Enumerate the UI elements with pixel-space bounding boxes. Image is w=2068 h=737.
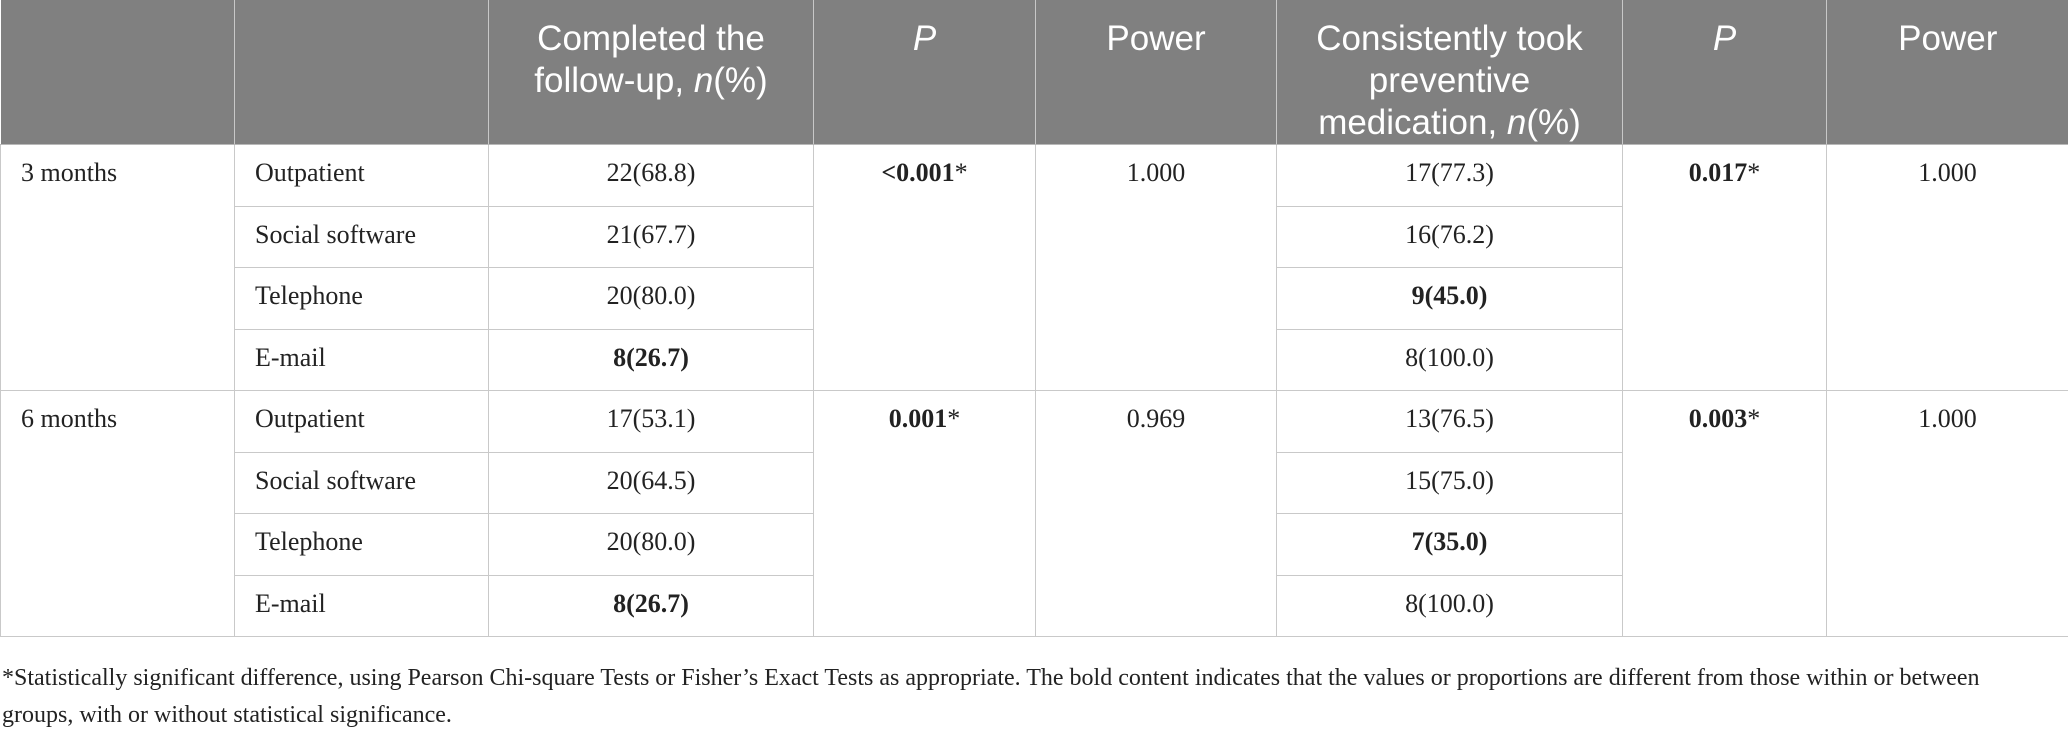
header-p-medication [1623,0,1827,145]
method-cell: E-mail [235,575,489,637]
header-completed [489,0,814,145]
method-cell: Social software [235,452,489,514]
p-medication-cell [1623,145,1827,391]
header-row [1,0,2068,145]
header-p-medication-label: P [1712,19,1737,58]
completed-cell: 20(80.0) [489,514,814,576]
time-label: 3 months [1,145,235,391]
medication-cell: 8(100.0) [1277,575,1623,637]
significance-star: * [947,404,961,433]
medication-cell: 16(76.2) [1277,206,1623,268]
completed-cell-bold: 8(26.7) [489,575,814,637]
p-medication-value: 0.017 [1688,158,1748,187]
medication-cell: 8(100.0) [1277,329,1623,391]
p-completed-value: 0.001 [888,404,948,433]
header-medication [1277,0,1623,145]
medication-cell: 13(76.5) [1277,391,1623,453]
power-completed-cell: 0.969 [1036,391,1277,637]
table-row [1,145,2068,207]
header-power-medication: Power [1827,0,2068,145]
completed-cell: 20(80.0) [489,268,814,330]
significance-star: * [1747,158,1761,187]
p-completed-cell [814,391,1036,637]
method-cell: Outpatient [235,391,489,453]
method-cell: Outpatient [235,145,489,207]
power-medication-cell: 1.000 [1827,145,2068,391]
header-p-completed [814,0,1036,145]
completed-cell-bold: 8(26.7) [489,329,814,391]
completed-cell: 17(53.1) [489,391,814,453]
p-medication-value: 0.003 [1688,404,1748,433]
completed-cell: 22(68.8) [489,145,814,207]
header-power-completed: Power [1036,0,1277,145]
header-medication-prefix: Consistently took preventive medication, [1316,19,1583,142]
header-completed-n: n [693,61,714,100]
medication-cell: 17(77.3) [1277,145,1623,207]
method-cell: Telephone [235,514,489,576]
method-cell: E-mail [235,329,489,391]
header-blank-method [235,0,489,145]
medication-cell-bold: 9(45.0) [1277,268,1623,330]
header-completed-suffix: (%) [713,61,768,100]
header-blank-time [1,0,235,145]
significance-star: * [1747,404,1761,433]
significance-star: * [954,158,968,187]
header-medication-suffix: (%) [1526,103,1581,142]
medication-cell: 15(75.0) [1277,452,1623,514]
header-completed-prefix: Completed the follow-up, [534,19,765,100]
method-cell: Telephone [235,268,489,330]
method-cell: Social software [235,206,489,268]
table-row [1,391,2068,453]
p-medication-cell [1623,391,1827,637]
completed-cell: 20(64.5) [489,452,814,514]
p-completed-value: <0.001 [881,158,955,187]
time-label: 6 months [1,391,235,637]
p-completed-cell [814,145,1036,391]
power-completed-cell: 1.000 [1036,145,1277,391]
medication-cell-bold: 7(35.0) [1277,514,1623,576]
header-p-completed-label: P [912,19,937,58]
power-medication-cell: 1.000 [1827,391,2068,637]
completed-cell: 21(67.7) [489,206,814,268]
header-medication-n: n [1506,103,1527,142]
table-footnote: *Statistically significant difference, using Pearson Chi-square Tests or Fisher’s Exact Tests as appropriate. The bold content indicates that the values or proportions are different from those within or between groups, with or without statistical significance. [2,665,1980,728]
